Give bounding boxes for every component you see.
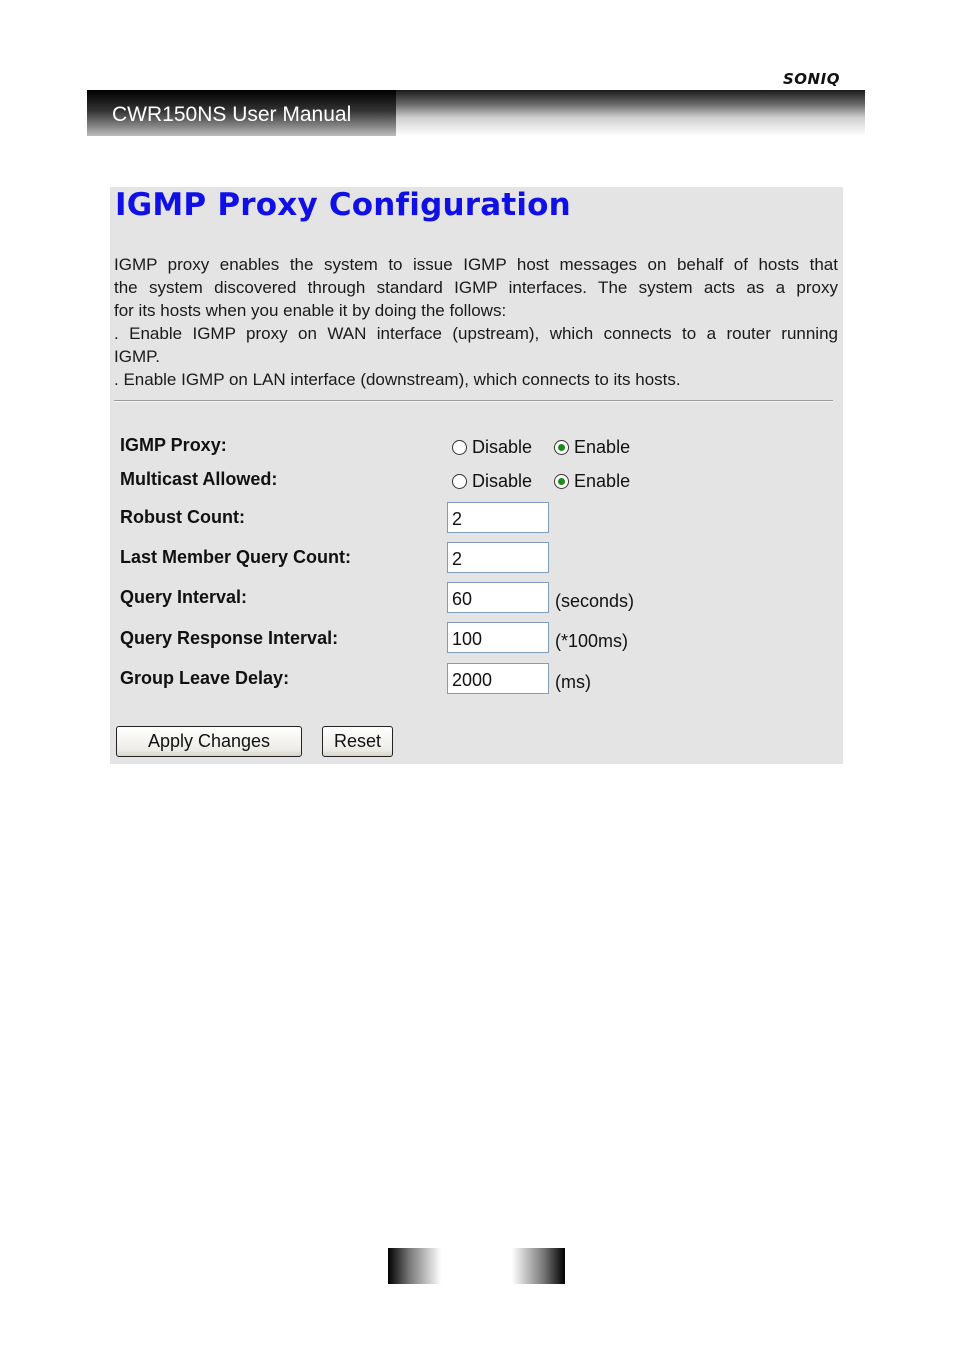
igmp-proxy-radio-group [452,435,652,459]
apply-changes-button[interactable]: Apply Changes [116,726,302,757]
last-member-query-count-label: Last Member Query Count: [120,547,352,567]
igmp-config-panel [110,187,843,764]
query-response-interval-input[interactable] [447,622,549,653]
description-line: . Enable IGMP proxy on WAN interface (upstream), which connects to a router running [114,324,838,343]
group-leave-delay-input[interactable] [447,663,549,694]
multicast-disable-radio[interactable] [452,471,532,492]
footer-gradient-block [388,1248,565,1284]
group-leave-delay-label: Group Leave Delay: [120,668,290,688]
robust-count-input[interactable] [447,502,549,533]
radio-unchecked-icon[interactable] [452,474,467,489]
query-response-interval-unit: (*100ms) [555,631,629,651]
divider [114,400,833,402]
igmp-proxy-label: IGMP Proxy: [120,435,227,455]
igmp-proxy-enable-radio[interactable] [554,437,630,458]
radio-checked-icon[interactable] [554,474,569,489]
last-member-query-count-input[interactable] [447,542,549,573]
description-line: IGMP proxy enables the system to issue IGMP host messages on behalf of hosts that [114,255,838,274]
radio-label: Enable [574,470,631,491]
radio-label: Enable [574,436,631,457]
multicast-allowed-radio-group [452,469,652,493]
manual-title: CWR150NS User Manual [112,103,352,126]
robust-count-label: Robust Count: [120,507,245,527]
radio-unchecked-icon[interactable] [452,440,467,455]
radio-label: Disable [472,436,533,457]
reset-button[interactable]: Reset [322,726,393,757]
query-interval-unit: (seconds) [555,591,635,611]
description-line: for its hosts when you enable it by doing the follows: [114,301,507,320]
description [114,253,838,391]
page-title: IGMP Proxy Configuration [115,187,571,223]
multicast-enable-radio[interactable] [554,471,630,492]
query-interval-input[interactable] [447,582,549,613]
description-line: the system discovered through standard IGMP interfaces. The system acts as a proxy [114,278,838,297]
brand-logo: SONIQ [783,70,840,88]
igmp-proxy-disable-radio[interactable] [452,437,532,458]
radio-label: Disable [472,470,533,491]
query-response-interval-label: Query Response Interval: [120,628,339,648]
radio-checked-icon[interactable] [554,440,569,455]
description-line: IGMP. [114,347,160,366]
group-leave-delay-unit: (ms) [555,672,591,692]
description-line: . Enable IGMP on LAN interface (downstream), which connects to its hosts. [114,370,681,389]
query-interval-label: Query Interval: [120,587,248,607]
multicast-allowed-label: Multicast Allowed: [120,469,278,489]
